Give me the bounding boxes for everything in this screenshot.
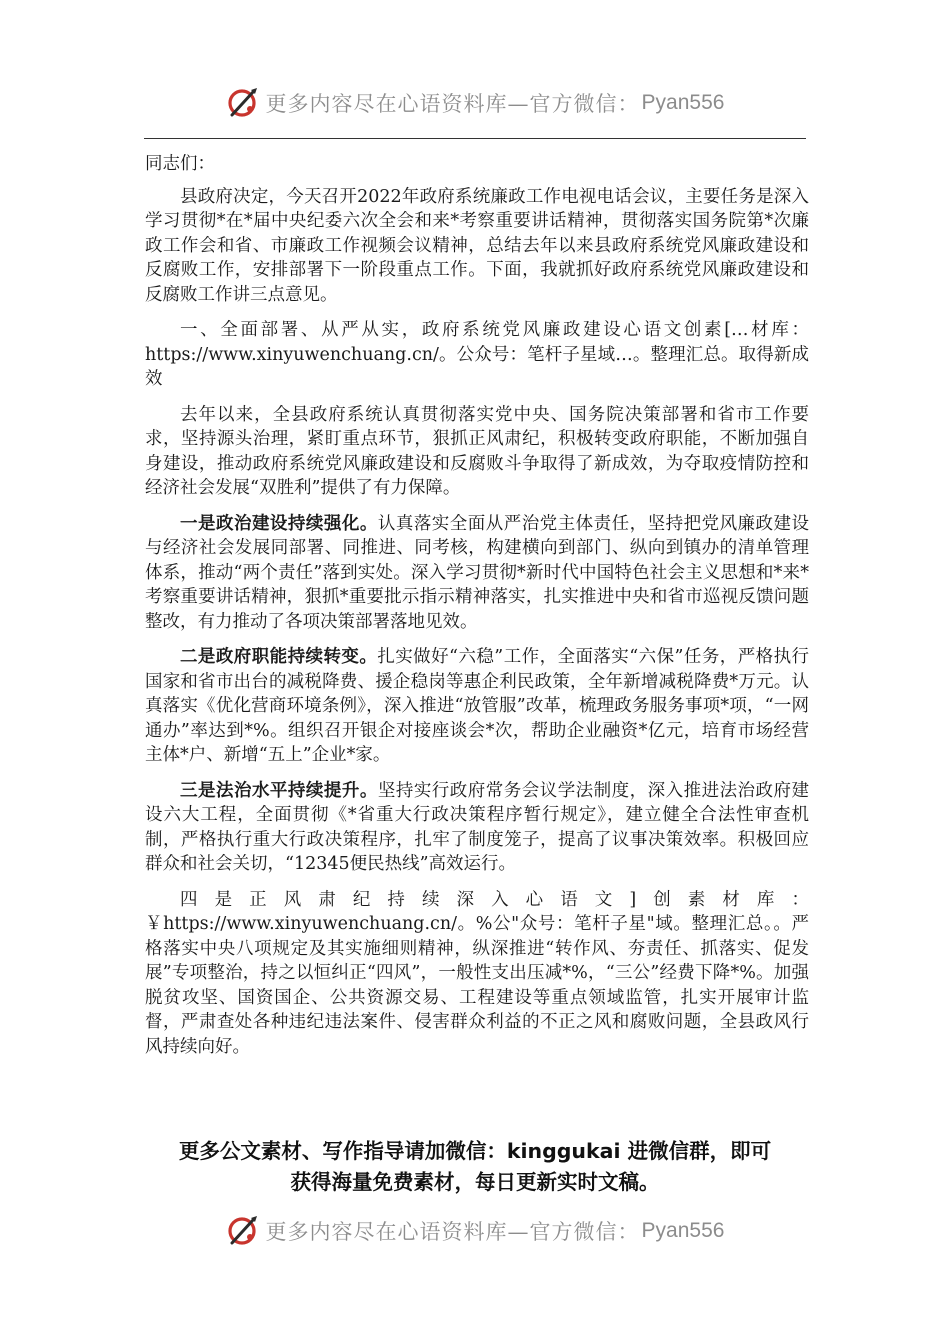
paragraph-text: 去年以来，全县政府系统认真贯彻落实党中央、国务院决策部署和省市工作要求，坚持源头治理，紧盯重点环节，狠抓正风肃纪，积极转变政府职能，不断加强自身建设，推动政府系统党风廉政建设和反腐败斗争取得了新成效，为夺取疫情防控和经济社会发展“双胜利”提供了有力保障。 bbox=[145, 404, 809, 498]
header-divider bbox=[144, 138, 806, 139]
banner-contact: Pyan556 bbox=[641, 1219, 725, 1242]
paragraph-government-functions bbox=[145, 645, 809, 768]
banner-brand-text: 更多内容尽在心语资料库—官方微信： bbox=[265, 92, 640, 116]
section-heading-1 bbox=[145, 318, 809, 392]
paragraph-rule-of-law bbox=[145, 779, 809, 877]
paragraph-text: 县政府决定，今天召开2022年政府系统廉政工作电视电话会议，主要任务是深入学习贯彻*在*届中央纪委六次全会和来*考察重要讲话精神，贯彻落实国务院第*次廉政工作会和省、市廉政工作视频会议精神，总结去年以来县政府系统党风廉政建设和反腐败工作，安排部署下一阶段重点工作。下面，我就抓好政府系统党风廉政建设和反腐败工作讲三点意见。 bbox=[145, 186, 809, 305]
greeting: 同志们： bbox=[145, 154, 215, 174]
paragraph-2 bbox=[145, 403, 809, 501]
brush-seal-logo-icon bbox=[226, 1214, 260, 1248]
document-body bbox=[145, 152, 809, 1070]
banner-brand-text: 更多内容尽在心语资料库—官方微信： bbox=[265, 1220, 640, 1244]
header-banner bbox=[0, 80, 950, 126]
footer-notice-line-1: 更多公文素材、写作指导请加微信：kinggukai 进微信群，即可 bbox=[178, 1139, 772, 1163]
paragraph-1 bbox=[145, 185, 809, 308]
paragraph-lead: 二是政府职能持续转变。 bbox=[180, 647, 378, 667]
paragraph-text: 认真落实全面从严治党主体责任，坚持把党风廉政建设与经济社会发展同部署、同推进、同考核，构建横向到部门、纵向到镇办的清单管理体系，推动“两个责任”落到实处。深入学习贯彻*新时代中国特色社会主义思想和*来*考察重要讲话精神，狠抓*重要批示指示精神落实，扎实推进中央和省市巡视反馈问题整改，有力推动了各项决策部署落地见效。 bbox=[145, 513, 810, 632]
paragraph-text: 四是正风肃纪持续深入心语文]创素材库：￥https://www.xinyuwenchuang.cn/。%公"众号：笔杆子星"域。整理汇总。。严格落实中央八项规定及其实施细则精神，纵深推进“转作风、夯责任、抓落实、促发展”专项整治，持之以恒纠正“四风”，一般性支出压减*%，“三公”经费下降*%。加强脱贫攻坚、国资国企、公共资源交易、工程建设等重点领域监管，扎实开展审计监督，严肃查处各种违纪违法案件、侵害群众利益的不正之风和腐败问题，全县政风行风持续向好。 bbox=[145, 889, 809, 1057]
footer-notice-line-2: 获得海量免费素材，每日更新实时文稿。 bbox=[290, 1170, 660, 1194]
paragraph-lead: 一是政治建设持续强化。 bbox=[180, 513, 378, 534]
paragraph-text: 一、全面部署、从严从实，政府系统党风廉政建设心语文创素[…材库：https://www.xinyuwenchuang.cn/。公众号：笔杆子星域…。整理汇总。取得新成效 bbox=[145, 320, 809, 389]
paragraph-lead: 三是法治水平持续提升。 bbox=[180, 780, 378, 801]
banner-contact: Pyan556 bbox=[641, 91, 725, 114]
footer-notice bbox=[100, 1136, 850, 1198]
paragraph-text: 扎实做好“六稳”工作，全面落实“六保”任务，严格执行国家和省市出台的减税降费、援企稳岗等惠企利民政策，全年新增减税降费*万元。认真落实《优化营商环境条例》，深入推进“放管服”改革，梳理政务服务事项*项，“一网通办”率达到*%。组织召开银企对接座谈会*次，帮助企业融资*亿元，培育市场经营主体*户、新增“五上”企业*家。 bbox=[145, 647, 810, 765]
paragraph-text: 坚持实行政府常务会议学法制度，深入推进法治政府建设六大工程，全面贯彻《*省重大行政决策程序暂行规定》，建立健全合法性审查机制，严格执行重大行政决策程序，扎牢了制度笼子，提高了议事决策效率。积极回应群众和社会关切，“12345便民热线”高效运行。 bbox=[145, 780, 810, 874]
paragraph-political-building bbox=[145, 512, 809, 635]
paragraph-discipline bbox=[145, 888, 809, 1060]
footer-banner bbox=[0, 1208, 950, 1254]
brush-seal-logo-icon bbox=[226, 86, 260, 120]
